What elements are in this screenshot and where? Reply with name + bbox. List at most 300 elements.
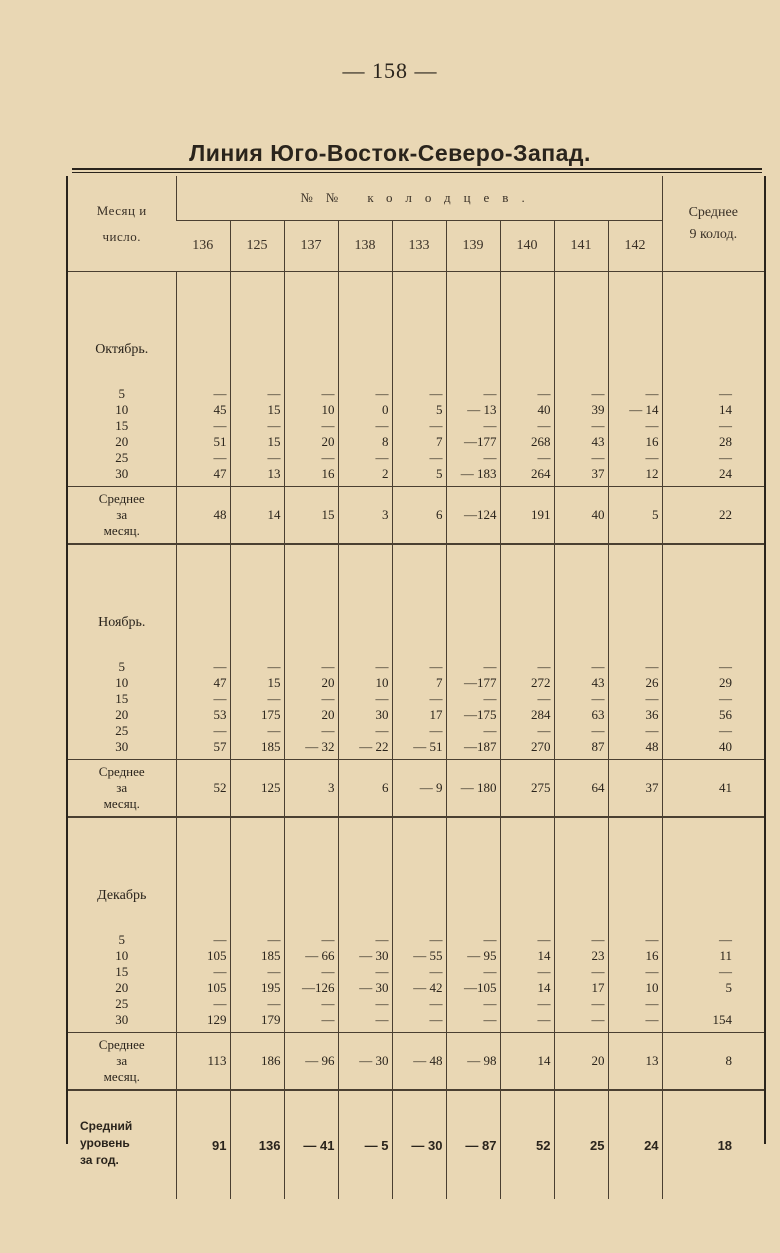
level-value: —126 <box>302 980 335 995</box>
day-label: 5 <box>118 932 125 947</box>
month-name: Декабрь <box>97 888 147 903</box>
level-value: — <box>483 1012 497 1027</box>
level-value: — <box>483 659 497 674</box>
page-title: Линия Юго-Восток-Северо-Запад. <box>189 140 591 166</box>
yearly-average-value: 24 <box>608 1090 662 1199</box>
level-value: — <box>267 996 281 1011</box>
level-value: — <box>645 386 659 401</box>
level-value: 40 <box>537 402 551 417</box>
level-value: — 14 <box>629 402 659 417</box>
monthly-average-value: 3 <box>284 760 338 818</box>
level-value: 47 <box>213 675 227 690</box>
level-value: 24 <box>719 466 733 481</box>
level-value: 15 <box>267 675 281 690</box>
level-value: — <box>719 659 733 674</box>
level-value: — <box>429 723 443 738</box>
monthly-average-value: — 180 <box>446 760 500 818</box>
level-value: — <box>267 418 281 433</box>
monthly-average-row <box>68 487 764 545</box>
level-value: — <box>537 1012 551 1027</box>
level-value: 30 <box>375 707 389 722</box>
well-number-header: 125 <box>230 221 284 272</box>
level-value: — <box>591 386 605 401</box>
well-value-cell <box>554 828 608 1033</box>
title-rule-bottom <box>72 172 762 173</box>
spacer-cell <box>284 544 338 555</box>
yearly-average-label-line: Средний <box>80 1118 133 1133</box>
monthly-average-value: 275 <box>500 760 554 818</box>
level-value: 11 <box>719 948 733 963</box>
level-value: 48 <box>645 739 659 754</box>
monthly-average-value: —124 <box>446 487 500 545</box>
well-value-cell <box>608 555 662 760</box>
level-value: — <box>719 932 733 947</box>
spacer-cell <box>500 272 554 283</box>
day-label: 10 <box>115 948 129 963</box>
day-label: 25 <box>115 450 129 465</box>
day-label: 15 <box>115 964 129 979</box>
spacer-cell <box>608 272 662 283</box>
month-label-cell <box>68 555 176 760</box>
level-value: — <box>537 932 551 947</box>
monthly-average-value: 3 <box>338 487 392 545</box>
day-label: 15 <box>115 691 129 706</box>
level-value: — <box>267 723 281 738</box>
level-value: 26 <box>645 675 659 690</box>
level-value: — <box>645 691 659 706</box>
level-value: — <box>537 418 551 433</box>
spacer-cell <box>176 272 230 283</box>
level-value: 264 <box>531 466 551 481</box>
level-value: 40 <box>719 739 733 754</box>
yearly-average-value: 91 <box>176 1090 230 1199</box>
level-value: — <box>429 932 443 947</box>
yearly-average-value: — 30 <box>392 1090 446 1199</box>
monthly-average-label-line: месяц. <box>103 523 140 538</box>
level-value: — <box>429 386 443 401</box>
level-value: 28 <box>719 434 733 449</box>
spacer-cell <box>230 272 284 283</box>
level-value: 105 <box>207 980 227 995</box>
level-value: —175 <box>464 707 497 722</box>
level-value: — <box>719 386 733 401</box>
level-value: — 42 <box>413 980 443 995</box>
spacer-cell <box>284 272 338 283</box>
day-label: 30 <box>115 739 129 754</box>
month-name: Ноябрь. <box>98 615 146 630</box>
level-value: 10 <box>321 402 335 417</box>
avg-header-line2: 9 колод. <box>689 226 738 242</box>
yearly-average-value: 136 <box>230 1090 284 1199</box>
level-value: 15 <box>267 402 281 417</box>
monthly-average-label-line: месяц. <box>103 796 140 811</box>
monthly-average-value: 13 <box>608 1033 662 1091</box>
yearly-nine-wells-avg: 18 <box>662 1090 764 1199</box>
level-value: 5 <box>436 402 443 417</box>
well-value-cell <box>554 282 608 487</box>
monthly-average-label <box>68 760 176 818</box>
nine-wells-avg-cell <box>662 555 764 760</box>
level-value: 23 <box>591 948 605 963</box>
day-label: 25 <box>115 996 129 1011</box>
level-value: — <box>375 659 389 674</box>
level-value: — 66 <box>305 948 335 963</box>
spacer-cell <box>608 544 662 555</box>
level-value: 14 <box>719 402 733 417</box>
level-value: — <box>267 932 281 947</box>
monthly-average-value: 113 <box>176 1033 230 1091</box>
yearly-average-value: — 5 <box>338 1090 392 1199</box>
level-value: — 30 <box>359 980 389 995</box>
level-value: — <box>267 964 281 979</box>
monthly-average-label-line: Среднее <box>98 491 145 506</box>
day-label: 30 <box>115 466 129 481</box>
monthly-nine-wells-avg: 8 <box>662 1033 764 1091</box>
level-value: — <box>267 450 281 465</box>
level-value: — <box>321 386 335 401</box>
level-value: 43 <box>591 675 605 690</box>
level-value: 16 <box>321 466 335 481</box>
level-value: — 30 <box>359 948 389 963</box>
level-value: 15 <box>267 434 281 449</box>
level-value: 17 <box>591 980 605 995</box>
well-value-cell <box>500 282 554 487</box>
well-value-cell <box>284 828 338 1033</box>
level-value: — <box>645 418 659 433</box>
level-value: 185 <box>261 739 281 754</box>
level-value: — <box>429 996 443 1011</box>
monthly-average-value: 5 <box>608 487 662 545</box>
level-value: — 95 <box>467 948 497 963</box>
level-value: 14 <box>537 948 551 963</box>
level-value: — <box>213 723 227 738</box>
monthly-average-label-line: за <box>116 507 128 522</box>
month-date-header <box>68 176 176 272</box>
well-value-cell <box>500 555 554 760</box>
monthly-average-value: — 48 <box>392 1033 446 1091</box>
well-value-cell <box>446 828 500 1033</box>
level-value: 105 <box>207 948 227 963</box>
level-value: — <box>719 418 733 433</box>
level-value: — 183 <box>460 466 497 481</box>
level-value: — <box>719 691 733 706</box>
level-value: 51 <box>213 434 227 449</box>
well-number-header: 133 <box>392 221 446 272</box>
well-value-cell <box>392 828 446 1033</box>
level-value: 5 <box>725 980 733 995</box>
level-value: — <box>321 964 335 979</box>
monthly-average-value: — 9 <box>392 760 446 818</box>
well-value-cell <box>500 828 554 1033</box>
well-value-cell <box>608 828 662 1033</box>
level-value: 36 <box>645 707 659 722</box>
level-value: — <box>645 450 659 465</box>
spacer-cell <box>554 272 608 283</box>
level-value: — <box>321 418 335 433</box>
level-value: — <box>213 996 227 1011</box>
monthly-average-value: — 30 <box>338 1033 392 1091</box>
month-name: Октябрь. <box>95 342 149 357</box>
level-value: — <box>483 996 497 1011</box>
well-number-header: 141 <box>554 221 608 272</box>
level-value: 16 <box>645 948 659 963</box>
level-value: 7 <box>436 675 443 690</box>
level-value: — <box>591 1012 605 1027</box>
level-value: 87 <box>591 739 605 754</box>
level-value: —177 <box>464 675 497 690</box>
level-value: — <box>213 450 227 465</box>
level-value: — <box>591 932 605 947</box>
monthly-average-value: 15 <box>284 487 338 545</box>
level-value: — <box>591 418 605 433</box>
well-value-cell <box>338 282 392 487</box>
level-value: — <box>321 1012 335 1027</box>
monthly-average-row <box>68 760 764 818</box>
level-value: — <box>213 964 227 979</box>
day-label: 10 <box>115 675 129 690</box>
well-value-cell <box>446 282 500 487</box>
monthly-average-value: — 96 <box>284 1033 338 1091</box>
level-value: — <box>213 691 227 706</box>
level-value: — <box>429 691 443 706</box>
level-value: 270 <box>531 739 551 754</box>
level-value: — <box>645 996 659 1011</box>
monthly-average-value: 6 <box>392 487 446 545</box>
level-value: — <box>537 659 551 674</box>
spacer-cell <box>500 544 554 555</box>
day-label: 30 <box>115 1012 129 1027</box>
monthly-average-label <box>68 1033 176 1091</box>
well-number-header: 138 <box>338 221 392 272</box>
spacer-cell <box>554 817 608 828</box>
spacer-row <box>68 544 764 555</box>
spacer-cell <box>230 817 284 828</box>
well-value-cell <box>392 555 446 760</box>
day-label: 5 <box>118 386 125 401</box>
well-number-header: 136 <box>176 221 230 272</box>
monthly-average-value: 6 <box>338 760 392 818</box>
level-value: — <box>321 932 335 947</box>
monthly-nine-wells-avg: 41 <box>662 760 764 818</box>
level-value: 284 <box>531 707 551 722</box>
level-value: — <box>537 723 551 738</box>
level-value: — <box>375 723 389 738</box>
level-value: — <box>645 1012 659 1027</box>
spacer-cell <box>446 817 500 828</box>
spacer-cell <box>392 544 446 555</box>
level-value: — <box>537 450 551 465</box>
level-value: —177 <box>464 434 497 449</box>
level-value: — 22 <box>359 739 389 754</box>
spacer-cell <box>230 544 284 555</box>
level-value: 8 <box>382 434 389 449</box>
monthly-average-label-line: Среднее <box>98 764 145 779</box>
level-value: 5 <box>436 466 443 481</box>
level-value: —187 <box>464 739 497 754</box>
level-value: — <box>429 964 443 979</box>
level-value: 56 <box>719 707 733 722</box>
level-value: 268 <box>531 434 551 449</box>
spacer-cell <box>662 272 764 283</box>
level-value: — <box>645 964 659 979</box>
spacer-row <box>68 817 764 828</box>
level-value: — <box>483 418 497 433</box>
yearly-average-value: 52 <box>500 1090 554 1199</box>
well-value-cell <box>338 828 392 1033</box>
spacer-cell <box>446 272 500 283</box>
level-value: — <box>483 450 497 465</box>
yearly-average-label <box>68 1090 176 1199</box>
spacer-cell <box>338 817 392 828</box>
level-value: — <box>537 964 551 979</box>
spacer-cell <box>338 544 392 555</box>
level-value: — <box>591 691 605 706</box>
spacer-cell <box>392 817 446 828</box>
spacer-cell <box>68 272 176 283</box>
well-number-header: 139 <box>446 221 500 272</box>
groundwater-table <box>66 176 766 1167</box>
well-value-cell <box>176 828 230 1033</box>
well-number-header: 142 <box>608 221 662 272</box>
level-value: 17 <box>429 707 443 722</box>
level-value: 2 <box>382 466 389 481</box>
avg-header-line1: Среднее <box>688 204 738 220</box>
level-value: — <box>591 723 605 738</box>
yearly-average-value: — 87 <box>446 1090 500 1199</box>
level-value: 0 <box>382 402 389 417</box>
level-value: — <box>375 1012 389 1027</box>
day-label: 20 <box>115 980 129 995</box>
yearly-average-label-line: уровень <box>80 1135 130 1150</box>
monthly-average-value: 52 <box>176 760 230 818</box>
month-date-header-line2: число. <box>102 228 141 244</box>
monthly-average-value: 64 <box>554 760 608 818</box>
level-value: — <box>537 691 551 706</box>
wells-table <box>68 176 764 1199</box>
level-value: 175 <box>261 707 281 722</box>
month-label-cell <box>68 282 176 487</box>
level-value: — <box>483 691 497 706</box>
monthly-average-label <box>68 487 176 545</box>
level-value: — <box>591 659 605 674</box>
well-value-cell <box>230 828 284 1033</box>
nine-wells-avg-cell <box>662 828 764 1033</box>
level-value: — <box>267 691 281 706</box>
well-value-cell <box>176 555 230 760</box>
spacer-row <box>68 272 764 283</box>
wells-header: №№ колодцев. <box>176 176 662 221</box>
monthly-average-label-line: Среднее <box>98 1037 145 1052</box>
level-value: 20 <box>321 434 335 449</box>
level-value: — <box>321 659 335 674</box>
level-value: — 13 <box>467 402 497 417</box>
level-value: 39 <box>591 402 605 417</box>
monthly-average-row <box>68 1033 764 1091</box>
level-value: — <box>591 450 605 465</box>
level-value: — <box>719 723 733 738</box>
well-value-cell <box>284 555 338 760</box>
monthly-average-value: 37 <box>608 760 662 818</box>
level-value: — <box>429 1012 443 1027</box>
month-block-row <box>68 282 764 487</box>
level-value: — <box>591 996 605 1011</box>
level-value: 10 <box>375 675 389 690</box>
level-value: — <box>321 450 335 465</box>
level-value: 154 <box>712 1012 733 1027</box>
monthly-average-value: 191 <box>500 487 554 545</box>
level-value: — <box>321 723 335 738</box>
level-value: 272 <box>531 675 551 690</box>
level-value: — <box>429 450 443 465</box>
month-label-cell <box>68 828 176 1033</box>
level-value: 20 <box>321 675 335 690</box>
level-value: — <box>375 691 389 706</box>
spacer-cell <box>68 817 176 828</box>
monthly-average-value: — 98 <box>446 1033 500 1091</box>
level-value: 14 <box>537 980 551 995</box>
well-value-cell <box>554 555 608 760</box>
level-value: — <box>645 723 659 738</box>
level-value: 129 <box>207 1012 227 1027</box>
level-value: 45 <box>213 402 227 417</box>
level-value: — 51 <box>413 739 443 754</box>
level-value: 13 <box>267 466 281 481</box>
level-value: — <box>591 964 605 979</box>
level-value: — <box>375 450 389 465</box>
month-date-header-line1: Месяц и <box>96 202 147 218</box>
level-value: — <box>375 996 389 1011</box>
level-value: — <box>213 932 227 947</box>
monthly-average-label-line: за <box>116 780 128 795</box>
well-value-cell <box>446 555 500 760</box>
well-value-cell <box>338 555 392 760</box>
level-value: — 32 <box>305 739 335 754</box>
yearly-average-value: 25 <box>554 1090 608 1199</box>
monthly-average-value: 48 <box>176 487 230 545</box>
well-number-header: 137 <box>284 221 338 272</box>
level-value: — <box>321 691 335 706</box>
nine-wells-avg-header <box>662 176 764 272</box>
level-value: — <box>537 386 551 401</box>
spacer-cell <box>338 272 392 283</box>
level-value: 53 <box>213 707 227 722</box>
level-value: — <box>645 659 659 674</box>
level-value: 20 <box>321 707 335 722</box>
table-body <box>68 272 764 1200</box>
day-label: 20 <box>115 434 129 449</box>
day-label: 25 <box>115 723 129 738</box>
monthly-average-label-line: месяц. <box>103 1069 140 1084</box>
level-value: 29 <box>719 675 733 690</box>
spacer-cell <box>662 544 764 555</box>
monthly-average-value: 40 <box>554 487 608 545</box>
yearly-average-value: — 41 <box>284 1090 338 1199</box>
day-label: 15 <box>115 418 129 433</box>
level-value: 63 <box>591 707 605 722</box>
spacer-cell <box>392 272 446 283</box>
level-value: — <box>483 964 497 979</box>
spacer-cell <box>68 544 176 555</box>
yearly-average-label-line: за год. <box>80 1152 119 1167</box>
level-value: — <box>321 996 335 1011</box>
month-block-row <box>68 828 764 1033</box>
monthly-average-value: 186 <box>230 1033 284 1091</box>
well-value-cell <box>230 555 284 760</box>
level-value: 16 <box>645 434 659 449</box>
monthly-average-value: 14 <box>500 1033 554 1091</box>
level-value: —105 <box>464 980 497 995</box>
level-value: — <box>429 418 443 433</box>
